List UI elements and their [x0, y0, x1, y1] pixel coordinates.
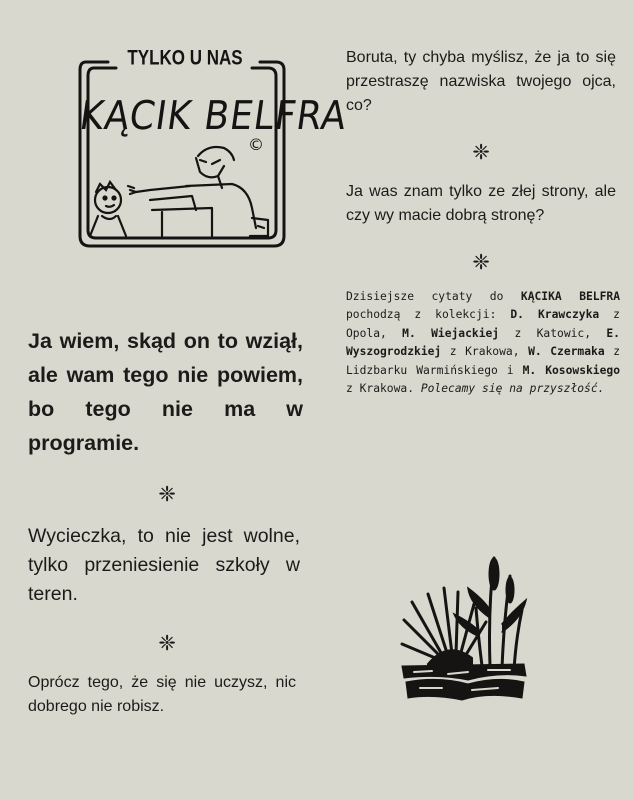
- credits-intro: Dzisiejsze cytaty do: [346, 290, 504, 303]
- contributor-name: E. Wyszogrodzkiej: [346, 326, 620, 359]
- main-quote: Ja wiem, skąd on to wziął, ale wam tego nie powiem, bo tego nie ma w programie.: [28, 329, 303, 455]
- credits-closing: Polecamy się na przyszłość.: [420, 382, 605, 396]
- contributor-place: z Katowic,: [514, 326, 592, 340]
- separator-star-icon: ❈: [472, 250, 490, 274]
- separator-star-icon: ❈: [472, 140, 490, 164]
- credits-column-name: KĄCIKA BELFRA: [520, 290, 621, 303]
- contributor-name: M. Wiejackiej: [402, 326, 500, 340]
- contributor-name: D. Krawczyka: [510, 308, 600, 322]
- contributor-name: W. Czermaka: [528, 345, 605, 359]
- contributor-place: z Krakowa.: [346, 382, 415, 396]
- logo-tagline: TYLKO U NAS: [127, 45, 243, 70]
- credits-mid: pochodzą z kolekcji:: [346, 308, 497, 322]
- quote-boruta: Boruta, ty chyba myślisz, że ja to się przestraszę nazwiska twojego ojca, co?: [346, 49, 616, 114]
- logo-frame-illustration: [72, 40, 292, 262]
- sunset-reeds-emblem: [398, 548, 528, 708]
- logo-title: KĄCIK BELFRA: [76, 93, 350, 140]
- contributor-place: z Opola,: [346, 308, 620, 340]
- kacik-belfra-logo: [72, 40, 350, 262]
- contributor-place: z Krakowa,: [449, 345, 520, 359]
- left-column: [22, 40, 350, 719]
- quote-oprocz: Oprócz tego, że się nie uczysz, nic dobrego nie robisz.: [28, 674, 296, 715]
- separator-star-icon: ❈: [158, 631, 176, 655]
- contributor-name: M. Kosowskiego: [522, 363, 621, 377]
- contributor-place: z Lidzbarku Warmińskiego i: [346, 345, 620, 377]
- credits-paragraph: [346, 288, 620, 398]
- right-column: [322, 40, 622, 398]
- quote-wycieczka: Wycieczka, to nie jest wolne, tylko przeniesienie szkoły w teren.: [28, 525, 300, 605]
- separator-star-icon: ❈: [158, 482, 176, 506]
- quote-zla-strona: Ja was znam tylko ze złej strony, ale czy wy macie dobrą stronę?: [346, 183, 616, 224]
- copyright-mark: ©: [248, 135, 264, 154]
